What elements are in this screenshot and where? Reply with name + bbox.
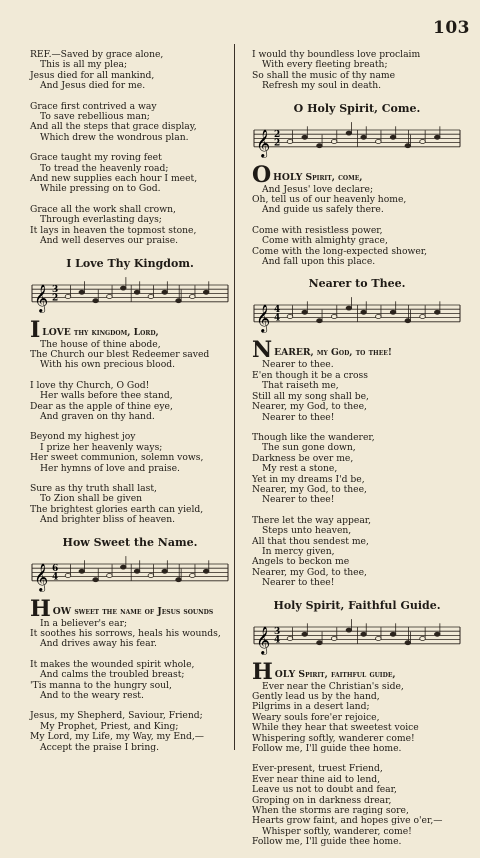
treble-clef-icon: 𝄞 — [256, 625, 271, 654]
hymn-i-love-thy-kingdom — [30, 257, 230, 526]
verse-line: 'Tis manna to the hungry soul, — [30, 679, 172, 691]
verse-line: I prize her heavenly ways; — [40, 441, 163, 453]
drop-cap: I — [30, 316, 41, 343]
treble-clef-icon: 𝄞 — [256, 128, 271, 157]
verse-line: Sure as thy truth shall last, — [30, 482, 157, 494]
hymn-holy-spirit-faithful-guide — [252, 599, 462, 848]
note-head — [405, 143, 411, 147]
verse-line: I love thy Church, O God! — [30, 379, 150, 391]
note-head — [361, 311, 367, 315]
verse-line: Come with the long-expected shower, — [252, 245, 428, 257]
note-head — [361, 632, 367, 636]
hymn-nearer-to-thee — [252, 277, 462, 588]
drop-cap: H — [30, 595, 51, 622]
intro-verses — [252, 50, 462, 92]
verse-line: Pilgrims in a desert land; — [252, 701, 370, 713]
time-signature: 4 — [274, 305, 281, 316]
verse-line: Grace all the work shall crown, — [30, 203, 176, 215]
staff-svg — [252, 122, 462, 158]
stanza — [30, 102, 230, 144]
verse-line: Jesus died for all mankind, — [30, 69, 155, 81]
verse-line: Nearer, my God, to thee, — [252, 566, 367, 578]
verse-line: Whisper softly, wanderer, come! — [262, 825, 412, 837]
time-signature: 4 — [52, 571, 59, 582]
first-line — [252, 161, 462, 188]
verse-line: All that thou sendest me, — [252, 535, 369, 547]
verse-line: Grace first contrived a way — [30, 100, 157, 112]
column-divider — [234, 44, 235, 750]
time-signature: 4 — [274, 313, 281, 324]
note-head — [420, 315, 426, 319]
note-head — [346, 628, 352, 632]
note-head — [346, 307, 352, 311]
verse-line: Gently lead us by the hand, — [252, 691, 380, 702]
treble-clef-icon: 𝄞 — [34, 283, 49, 312]
hymn-title: How Sweet the Name. — [62, 535, 198, 549]
note-head — [434, 135, 440, 139]
stanza — [252, 185, 462, 216]
verse-line: And calms the troubled breast; — [40, 669, 185, 681]
note-head — [287, 636, 293, 640]
note-head — [176, 298, 182, 302]
hymn-how-sweet-the-name — [30, 536, 230, 753]
time-signature: 4 — [274, 634, 281, 645]
stanza — [252, 516, 462, 589]
verse-line: Ever-present, truest Friend, — [252, 763, 383, 775]
verse-line: To Zion shall be given — [40, 493, 143, 505]
note-head — [93, 298, 99, 302]
stanza — [252, 226, 462, 268]
verse-line: Follow me, I'll guide thee home. — [252, 743, 402, 755]
stanza — [30, 153, 230, 195]
note-head — [302, 135, 308, 139]
verse-line: And Jesus' love declare; — [262, 183, 374, 195]
note-head — [148, 294, 154, 298]
verse-line: Dear as the apple of thine eye, — [30, 400, 173, 412]
verse-line: And to the weary rest. — [40, 690, 144, 702]
verses — [252, 682, 462, 848]
note-head — [331, 139, 337, 143]
verse-line: Which drew the wondrous plan. — [40, 131, 189, 143]
drop-cap: O — [252, 161, 272, 188]
verse-line: EARER, my God, to thee! — [274, 347, 392, 359]
note-head — [317, 319, 323, 323]
note-head — [134, 569, 140, 573]
note-head — [287, 139, 293, 143]
note-head — [302, 632, 308, 636]
verse-line: E'en though it be a cross — [252, 369, 368, 381]
drop-cap: N — [252, 337, 273, 364]
verse-line: Refresh my soul in death. — [262, 80, 382, 92]
verse-line: In a believer's ear; — [40, 617, 128, 629]
note-head — [65, 294, 71, 298]
verse-line: Accept the praise I bring. — [40, 741, 160, 753]
verse-line: So shall the music of thy name — [252, 69, 396, 81]
verse-line: My Prophet, Priest, and King; — [40, 720, 179, 732]
verse-line: Jesus, my Shepherd, Saviour, Friend; — [30, 710, 203, 722]
stanza — [30, 619, 230, 650]
verse-line: Still all my song shall be, — [252, 390, 369, 402]
staff-svg — [252, 619, 462, 655]
verse-line: My Lord, my Life, my Way, my End,— — [30, 731, 204, 743]
verse-line: Groping on in darkness drear, — [252, 794, 392, 806]
stanza — [252, 764, 462, 847]
stanza — [252, 50, 462, 92]
verse-line: Nearer, my God, to thee, — [252, 483, 367, 495]
verses — [252, 360, 462, 588]
note-head — [162, 569, 168, 573]
verse-line: It soothes his sorrows, heals his wounds, — [30, 628, 221, 639]
staff-svg — [30, 556, 230, 592]
verse-line: Nearer to thee! — [262, 411, 335, 423]
time-signature: 3 — [52, 284, 59, 295]
note-head — [176, 577, 182, 581]
verse-line: Through everlasting days; — [40, 214, 162, 226]
first-line — [252, 337, 462, 364]
time-signature: 3 — [274, 626, 281, 637]
verse-line: It lays in heaven the topmost stone, — [30, 224, 197, 236]
stanza — [252, 360, 462, 422]
note-head — [376, 139, 382, 143]
verse-line: And all the steps that grace display, — [30, 121, 197, 133]
verse-line: Weary souls fore'er rejoice, — [252, 711, 380, 723]
verse-line: Beyond my highest joy — [30, 431, 136, 443]
verse-line: I would thy boundless love proclaim — [252, 49, 421, 60]
first-line — [252, 658, 462, 685]
first-line — [30, 316, 230, 343]
verse-line: Her sweet communion, solemn vows, — [30, 452, 204, 464]
right-column — [252, 50, 462, 858]
note-head — [361, 135, 367, 139]
treble-clef-icon: 𝄞 — [34, 562, 49, 591]
verse-line: HOLY Spirit, come, — [273, 171, 363, 183]
verse-line: The sun gone down, — [262, 442, 356, 454]
verse-line: Whispering softly, wanderer come! — [252, 732, 415, 744]
verse-line: Steps unto heaven, — [262, 525, 352, 537]
verse-line: Follow me, I'll guide thee home. — [252, 836, 402, 848]
note-head — [434, 632, 440, 636]
note-head — [107, 294, 113, 298]
note-head — [434, 311, 440, 315]
left-column — [30, 50, 230, 763]
stanza — [30, 381, 230, 423]
time-signature: 2 — [274, 138, 281, 149]
note-head — [317, 143, 323, 147]
verse-line: Her walls before thee stand, — [40, 390, 173, 402]
verse-line: My rest a stone, — [262, 463, 338, 475]
verse-line: And brighter bliss of heaven. — [40, 514, 176, 526]
note-head — [65, 573, 71, 577]
note-head — [405, 640, 411, 644]
note-head — [376, 315, 382, 319]
note-head — [405, 319, 411, 323]
note-head — [376, 636, 382, 640]
hymn-title: Nearer to Thee. — [308, 277, 406, 291]
verse-line: And guide us safely there. — [262, 204, 384, 216]
treble-clef-icon: 𝄞 — [256, 304, 271, 333]
verse-line: Come with almighty grace, — [262, 235, 388, 247]
verse-line: While they hear that sweetest voice — [252, 722, 419, 734]
verse-line: REF.—Saved by grace alone, — [30, 49, 164, 60]
stanza — [30, 660, 230, 702]
note-head — [420, 636, 426, 640]
hymn-title: I Love Thy Kingdom. — [66, 256, 194, 270]
verses — [30, 619, 230, 753]
note-head — [331, 315, 337, 319]
note-head — [107, 573, 113, 577]
verse-line: That raiseth me, — [262, 380, 339, 392]
note-head — [203, 290, 209, 294]
verse-line: To save rebellious man; — [40, 111, 150, 123]
note-head — [317, 640, 323, 644]
verse-line: Her hymns of love and praise. — [40, 462, 180, 474]
verse-line: The Church our blest Redeemer saved — [30, 348, 210, 360]
music-staff — [252, 619, 462, 655]
verse-line: Oh, tell us of our heavenly home, — [252, 194, 407, 206]
staff-svg — [252, 297, 462, 333]
note-head — [203, 569, 209, 573]
note-head — [162, 290, 168, 294]
note-head — [190, 573, 196, 577]
stanza — [30, 711, 230, 753]
intro-verses — [30, 50, 230, 247]
verse-line: And well deserves our praise. — [40, 235, 179, 247]
verse-line: And graven on thy hand. — [40, 410, 155, 422]
note-head — [120, 286, 126, 290]
verse-line: The brightest glories earth can yield, — [30, 503, 204, 515]
verse-line: Ever near thine aid to lend, — [252, 773, 381, 785]
note-head — [79, 290, 85, 294]
music-staff — [252, 297, 462, 333]
verse-line: Grace taught my roving feet — [30, 152, 162, 164]
verse-line: With his own precious blood. — [40, 359, 176, 371]
staff-svg — [30, 277, 230, 313]
note-head — [390, 311, 396, 315]
hymn-title: O Holy Spirit, Come. — [293, 101, 421, 115]
verse-line: And new supplies each hour I meet, — [30, 173, 198, 185]
verse-line: Yet in my dreams I'd be, — [252, 473, 365, 485]
verse-line: OW sweet the name of Jesus sounds — [52, 605, 214, 617]
note-head — [148, 573, 154, 577]
verse-line: To tread the heavenly road; — [40, 162, 169, 174]
note-head — [346, 131, 352, 135]
verse-line: While pressing on to God. — [40, 183, 161, 195]
verse-line: This is all my plea; — [40, 59, 128, 71]
stanza — [30, 205, 230, 247]
stanza — [252, 433, 462, 506]
verse-line: Come with resistless power, — [252, 224, 383, 236]
verse-line: Nearer to thee! — [262, 577, 335, 589]
verse-line: Angels to beckon me — [252, 556, 350, 568]
note-head — [134, 290, 140, 294]
verse-line: With every fleeting breath; — [262, 59, 388, 71]
music-staff — [30, 556, 230, 592]
verse-line: And Jesus died for me. — [40, 80, 146, 92]
music-staff — [252, 122, 462, 158]
verse-line: Darkness be over me, — [252, 452, 354, 464]
note-head — [390, 632, 396, 636]
note-head — [120, 565, 126, 569]
verse-line: Leave us not to doubt and fear, — [252, 784, 397, 796]
verse-line: When the storms are raging sore, — [252, 805, 409, 817]
hymn-title: Holy Spirit, Faithful Guide. — [273, 598, 441, 612]
page-number: 103 — [433, 18, 470, 38]
verse-line: LOVE thy kingdom, Lord, — [42, 326, 159, 338]
first-line — [30, 595, 230, 622]
drop-cap: H — [252, 658, 273, 685]
stanza — [30, 432, 230, 474]
hymn-o-holy-spirit-come — [252, 102, 462, 268]
note-head — [79, 569, 85, 573]
verse-line: Nearer, my God, to thee, — [252, 401, 367, 413]
note-head — [287, 315, 293, 319]
stanza — [252, 682, 462, 755]
music-staff — [30, 277, 230, 313]
verse-line: Nearer to thee. — [262, 359, 334, 371]
verse-line: Nearer to thee! — [262, 494, 335, 506]
note-head — [93, 577, 99, 581]
note-head — [302, 311, 308, 315]
verse-line: It makes the wounded spirit whole, — [30, 658, 195, 670]
stanza — [30, 484, 230, 526]
note-head — [420, 139, 426, 143]
verse-line: OLY Spirit, faithful guide, — [274, 668, 396, 680]
verse-line: Though like the wanderer, — [252, 431, 375, 443]
verses — [252, 185, 462, 268]
stanza — [30, 340, 230, 371]
verse-line: In mercy given, — [262, 545, 335, 557]
note-head — [390, 135, 396, 139]
time-signature: 2 — [52, 292, 59, 303]
verse-line: There let the way appear, — [252, 514, 372, 526]
verses — [30, 340, 230, 526]
note-head — [190, 294, 196, 298]
verse-line: And drives away his fear. — [40, 638, 157, 650]
note-head — [331, 636, 337, 640]
time-signature: 6 — [52, 563, 59, 574]
verse-line: Ever near the Christian's side, — [262, 680, 404, 692]
verse-line: The house of thine abode, — [40, 338, 161, 350]
time-signature: 2 — [274, 129, 281, 140]
verse-line: And fall upon this place. — [262, 256, 376, 268]
verse-line: Hearts grow faint, and hopes give o'er,— — [252, 815, 443, 827]
stanza — [30, 50, 230, 92]
